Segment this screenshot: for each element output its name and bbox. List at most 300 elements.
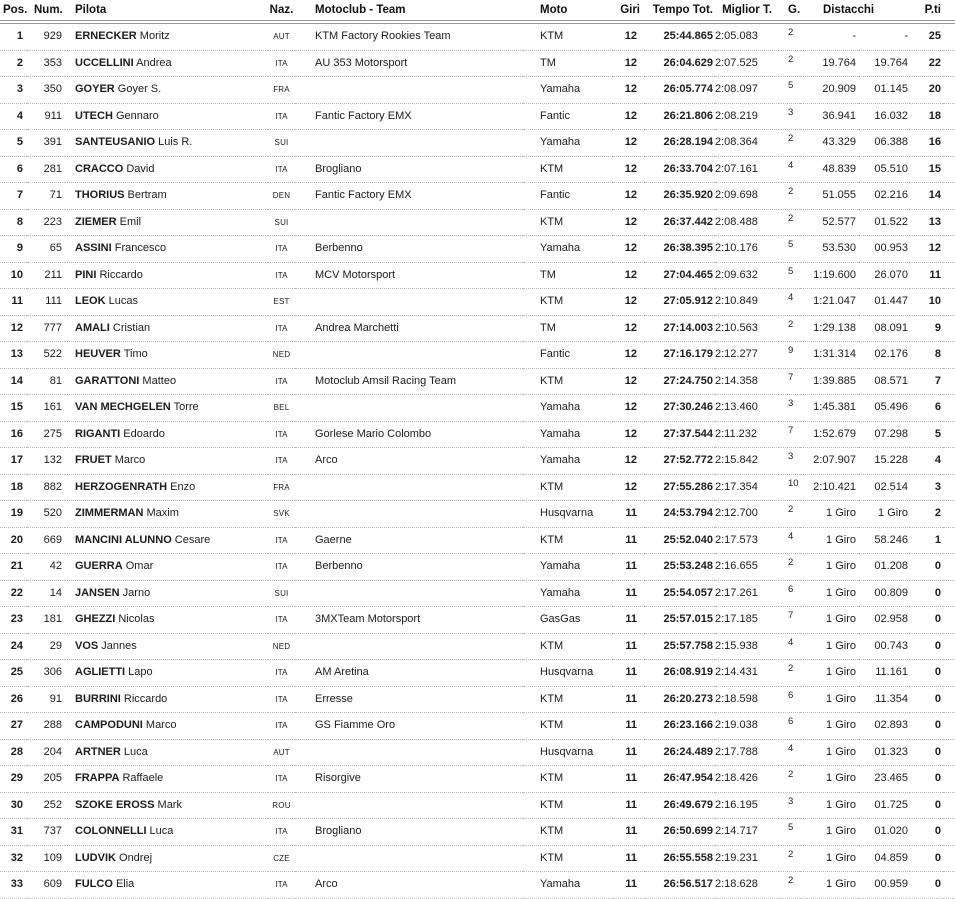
rider-firstname: Matteo [139,374,177,387]
cell-dist2: 01.145 [858,77,910,104]
cell-dist1: 48.839 [800,156,858,183]
cell-moto: Yamaha [523,395,613,422]
col-header-giri: Giri [613,0,645,22]
cell-dist2: 15.228 [858,448,910,475]
cell-dist2: 00.809 [858,580,910,607]
rider-firstname: Torre [170,401,199,413]
cell-num: 252 [27,792,65,819]
cell-pilota [65,554,268,581]
rider-firstname: Lucas [105,295,138,307]
table-row [0,448,955,475]
cell-tempo: 26:37.442 [645,209,715,236]
cell-team [295,501,523,528]
cell-pos: 2 [0,50,27,77]
cell-spacer [943,50,955,77]
col-header-moto: Moto [523,0,613,22]
rider-surname: ZIMMERMAN [75,507,144,519]
cell-dist1: 1 Giro [800,872,858,899]
cell-pos: 22 [0,580,27,607]
cell-dist2: 01.522 [858,209,910,236]
table-row [0,77,955,104]
cell-g: 7 [779,421,800,448]
table-row [0,156,955,183]
cell-miglior: 2:17.788 [715,739,779,766]
cell-g: 2 [779,50,800,77]
cell-pilota [65,395,268,422]
table-row [0,501,955,528]
cell-moto: KTM [523,527,613,554]
cell-dist1: 1:39.885 [800,368,858,395]
cell-moto: KTM [523,792,613,819]
rider-surname: FULCO [75,878,113,890]
table-row [0,22,955,50]
cell-dist2: 00.743 [858,633,910,660]
cell-giri: 11 [613,766,645,793]
cell-spacer [943,527,955,554]
cell-dist2: 06.388 [858,130,910,157]
table-row [0,236,955,263]
rider-surname: RIGANTI [75,427,121,440]
cell-tempo: 25:52.040 [645,527,715,554]
cell-moto: KTM [523,845,613,872]
cell-dist1: 1 Giro [800,713,858,740]
cell-moto: KTM [523,209,613,236]
cell-g: 2 [779,22,800,50]
table-row [0,766,955,793]
cell-miglior: 2:09.698 [715,183,779,210]
cell-num: 161 [27,395,65,422]
cell-pilota [65,792,268,819]
rider-firstname: Enzo [167,480,196,493]
cell-team: Fantic Factory EMX [295,103,523,130]
rider-surname: HERZOGENRATH [75,480,168,493]
cell-pos: 23 [0,607,27,634]
cell-pilota [65,77,268,104]
cell-spacer [943,739,955,766]
cell-dist2: 05.496 [858,395,910,422]
cell-pos: 7 [0,183,27,210]
cell-giri: 12 [613,395,645,422]
rider-firstname: Riccardo [96,268,143,281]
rider-firstname: Luis R. [155,136,193,148]
cell-pilota [65,130,268,157]
cell-pos: 31 [0,819,27,846]
cell-moto: Yamaha [523,580,613,607]
cell-spacer [943,368,955,395]
rider-firstname: Andrea [133,56,172,69]
rider-firstname: David [123,162,155,175]
cell-num: 288 [27,713,65,740]
cell-pti: 4 [910,448,943,475]
cell-moto: GasGas [523,607,613,634]
cell-miglior: 2:17.573 [715,527,779,554]
cell-dist1: 1:31.314 [800,342,858,369]
cell-tempo: 25:57.015 [645,607,715,634]
cell-pilota [65,766,268,793]
cell-num: 522 [27,342,65,369]
cell-pilota [65,527,268,554]
cell-naz: ITA [268,607,295,634]
rider-surname: ARTNER [75,745,121,758]
cell-miglior: 2:13.460 [715,395,779,422]
cell-miglior: 2:14.358 [715,368,779,395]
rider-firstname: Timo [120,348,148,360]
rider-surname: FRAPPA [75,772,120,784]
cell-giri: 12 [613,103,645,130]
cell-pos: 17 [0,448,27,475]
cell-g: 4 [779,289,800,316]
header-row [0,0,955,22]
cell-dist1: 1:21.047 [800,289,858,316]
cell-dist1: 53.530 [800,236,858,263]
rider-surname: PINI [75,268,97,281]
cell-dist2: 16.032 [858,103,910,130]
cell-tempo: 25:44.865 [645,22,715,50]
rider-firstname: Emil [116,215,142,228]
cell-dist2: 11.161 [858,660,910,687]
table-row [0,580,955,607]
cell-pti: 5 [910,421,943,448]
cell-pos: 21 [0,554,27,581]
cell-pos: 10 [0,262,27,289]
cell-naz: FRA [268,77,295,104]
cell-giri: 11 [613,554,645,581]
cell-miglior: 2:08.364 [715,130,779,157]
col-header-miglior: Miglior T. [715,0,779,22]
cell-moto: KTM [523,474,613,501]
cell-giri: 12 [613,209,645,236]
cell-team: Gorlese Mario Colombo [295,421,523,448]
cell-g: 5 [779,236,800,263]
table-row [0,103,955,130]
cell-spacer [943,209,955,236]
col-header-pti: P.ti [910,0,943,22]
cell-g: 7 [779,607,800,634]
cell-tempo: 26:56.517 [645,872,715,899]
rider-surname: GHEZZI [75,613,116,625]
cell-giri: 12 [613,22,645,50]
cell-team: Gaerne [295,527,523,554]
cell-tempo: 27:04.465 [645,262,715,289]
cell-moto: TM [523,315,613,342]
cell-tempo: 26:47.954 [645,766,715,793]
cell-dist1: 1 Giro [800,766,858,793]
cell-naz: ROU [268,792,295,819]
cell-tempo: 26:21.806 [645,103,715,130]
cell-pilota [65,633,268,660]
cell-moto: Fantic [523,183,613,210]
cell-team: KTM Factory Rookies Team [295,22,523,50]
cell-g: 9 [779,342,800,369]
cell-spacer [943,607,955,634]
cell-giri: 12 [613,77,645,104]
cell-dist1: 1 Giro [800,633,858,660]
cell-moto: KTM [523,766,613,793]
cell-naz: BEL [268,395,295,422]
cell-pti: 11 [910,262,943,289]
results-tbody [0,22,955,898]
cell-pos: 6 [0,156,27,183]
table-row [0,289,955,316]
cell-g: 4 [779,527,800,554]
cell-g: 2 [779,501,800,528]
cell-pos: 15 [0,395,27,422]
cell-spacer [943,236,955,263]
cell-miglior: 2:12.700 [715,501,779,528]
cell-giri: 12 [613,342,645,369]
cell-g: 2 [779,660,800,687]
cell-spacer [943,713,955,740]
cell-tempo: 26:05.774 [645,77,715,104]
cell-giri: 12 [613,130,645,157]
cell-team: Arco [295,448,523,475]
cell-miglior: 2:19.231 [715,845,779,872]
cell-pilota [65,368,268,395]
cell-pti: 14 [910,183,943,210]
cell-team: GS Fiamme Oro [295,713,523,740]
cell-naz: ITA [268,50,295,77]
cell-spacer [943,792,955,819]
cell-num: 71 [27,183,65,210]
cell-moto: KTM [523,686,613,713]
cell-moto: TM [523,262,613,289]
table-row [0,527,955,554]
rider-firstname: Marco [142,719,177,731]
cell-g: 10 [779,474,800,501]
cell-g: 2 [779,315,800,342]
cell-naz: ITA [268,103,295,130]
cell-giri: 12 [613,448,645,475]
cell-tempo: 26:35.920 [645,183,715,210]
cell-g: 2 [779,554,800,581]
cell-pilota [65,103,268,130]
cell-giri: 12 [613,183,645,210]
cell-tempo: 25:53.248 [645,554,715,581]
cell-moto: Yamaha [523,130,613,157]
rider-surname: LUDVIK [75,851,116,864]
cell-g: 4 [779,739,800,766]
cell-pti: 0 [910,792,943,819]
cell-miglior: 2:16.195 [715,792,779,819]
cell-miglior: 2:12.277 [715,342,779,369]
cell-moto: KTM [523,22,613,50]
cell-moto: KTM [523,819,613,846]
cell-tempo: 27:05.912 [645,289,715,316]
cell-dist1: 1 Giro [800,686,858,713]
cell-tempo: 27:55.286 [645,474,715,501]
cell-num: 111 [27,289,65,316]
cell-dist1: 1 Giro [800,845,858,872]
rider-firstname: Luca [146,825,174,837]
cell-team [295,130,523,157]
col-header-tempo: Tempo Tot. [645,0,715,22]
cell-dist2: 23.465 [858,766,910,793]
cell-tempo: 26:38.395 [645,236,715,263]
cell-dist1: - [800,22,858,50]
rider-firstname: Mark [154,798,182,811]
cell-pti: 12 [910,236,943,263]
cell-naz: AUT [268,22,295,50]
cell-pilota [65,342,268,369]
cell-g: 4 [779,156,800,183]
cell-pos: 16 [0,421,27,448]
cell-tempo: 24:53.794 [645,501,715,528]
cell-dist2: 02.514 [858,474,910,501]
cell-dist2: 00.959 [858,872,910,899]
rider-firstname: Raffaele [119,772,164,784]
cell-naz: AUT [268,739,295,766]
cell-spacer [943,22,955,50]
rider-firstname: Goyer S. [114,83,162,95]
cell-pilota [65,686,268,713]
cell-pos: 20 [0,527,27,554]
cell-pti: 0 [910,633,943,660]
cell-moto: Husqvarna [523,660,613,687]
cell-team: Arco [295,872,523,899]
rider-surname: SZOKE EROSS [75,798,155,811]
col-header-team: Motoclub - Team [295,0,523,22]
rider-firstname: Cristian [109,321,151,334]
col-header-spacer [943,0,955,22]
cell-dist2: 1 Giro [858,501,910,528]
cell-pti: 25 [910,22,943,50]
cell-team [295,739,523,766]
cell-num: 42 [27,554,65,581]
cell-tempo: 26:20.273 [645,686,715,713]
rider-surname: THORIUS [75,189,125,201]
cell-dist2: 08.571 [858,368,910,395]
cell-dist1: 1:29.138 [800,315,858,342]
cell-pos: 5 [0,130,27,157]
cell-num: 29 [27,633,65,660]
cell-pos: 9 [0,236,27,263]
cell-moto: Yamaha [523,77,613,104]
cell-num: 391 [27,130,65,157]
cell-pti: 22 [910,50,943,77]
cell-spacer [943,342,955,369]
rider-firstname: Bertram [124,189,167,201]
cell-miglior: 2:17.354 [715,474,779,501]
rider-surname: LEOK [75,295,106,307]
rider-surname: COLONNELLI [75,825,147,837]
cell-pos: 12 [0,315,27,342]
cell-naz: NED [268,342,295,369]
cell-naz: ITA [268,660,295,687]
cell-team: Andrea Marchetti [295,315,523,342]
cell-num: 350 [27,77,65,104]
cell-tempo: 26:08.919 [645,660,715,687]
rider-firstname: Maxim [143,507,179,519]
cell-dist2: 07.298 [858,421,910,448]
cell-num: 211 [27,262,65,289]
cell-num: 609 [27,872,65,899]
rider-surname: VAN MECHGELEN [75,401,171,413]
cell-dist1: 1 Giro [800,527,858,554]
cell-pti: 6 [910,395,943,422]
cell-pilota [65,819,268,846]
rider-surname: BURRINI [75,692,121,705]
cell-giri: 12 [613,289,645,316]
cell-dist1: 19.764 [800,50,858,77]
cell-giri: 11 [613,739,645,766]
rider-surname: HEUVER [75,348,121,360]
rider-firstname: Riccardo [120,692,168,705]
cell-pti: 0 [910,660,943,687]
cell-pos: 1 [0,22,27,50]
cell-num: 204 [27,739,65,766]
cell-tempo: 26:50.699 [645,819,715,846]
cell-moto: Yamaha [523,448,613,475]
cell-dist1: 1 Giro [800,501,858,528]
cell-pos: 18 [0,474,27,501]
cell-pti: 18 [910,103,943,130]
cell-dist2: 08.091 [858,315,910,342]
cell-num: 281 [27,156,65,183]
cell-g: 5 [779,77,800,104]
cell-spacer [943,580,955,607]
rider-firstname: Jarno [119,586,151,599]
cell-spacer [943,315,955,342]
cell-spacer [943,845,955,872]
cell-g: 5 [779,262,800,289]
cell-team: Risorgive [295,766,523,793]
cell-spacer [943,766,955,793]
cell-naz: ITA [268,262,295,289]
cell-pti: 1 [910,527,943,554]
rider-firstname: Elia [112,878,135,890]
cell-g: 6 [779,580,800,607]
cell-pilota [65,607,268,634]
cell-pilota [65,183,268,210]
cell-spacer [943,660,955,687]
cell-giri: 12 [613,315,645,342]
cell-moto: KTM [523,713,613,740]
cell-num: 777 [27,315,65,342]
cell-giri: 12 [613,421,645,448]
cell-spacer [943,183,955,210]
cell-moto: KTM [523,633,613,660]
cell-pti: 7 [910,368,943,395]
cell-g: 2 [779,130,800,157]
cell-g: 5 [779,819,800,846]
cell-pti: 0 [910,607,943,634]
cell-giri: 11 [613,501,645,528]
cell-dist1: 1 Giro [800,607,858,634]
cell-naz: FRA [268,474,295,501]
cell-dist2: 02.216 [858,183,910,210]
cell-pti: 0 [910,739,943,766]
cell-pti: 0 [910,686,943,713]
cell-team: Erresse [295,686,523,713]
cell-tempo: 25:57.758 [645,633,715,660]
cell-g: 2 [779,845,800,872]
cell-giri: 12 [613,50,645,77]
cell-num: 81 [27,368,65,395]
cell-pos: 4 [0,103,27,130]
rider-firstname: Moritz [136,30,170,42]
cell-moto: Fantic [523,103,613,130]
cell-spacer [943,633,955,660]
cell-pos: 33 [0,872,27,899]
cell-miglior: 2:10.563 [715,315,779,342]
table-row [0,739,955,766]
table-row [0,315,955,342]
cell-dist1: 1 Giro [800,819,858,846]
cell-num: 132 [27,448,65,475]
cell-spacer [943,130,955,157]
cell-miglior: 2:18.628 [715,872,779,899]
cell-num: 353 [27,50,65,77]
